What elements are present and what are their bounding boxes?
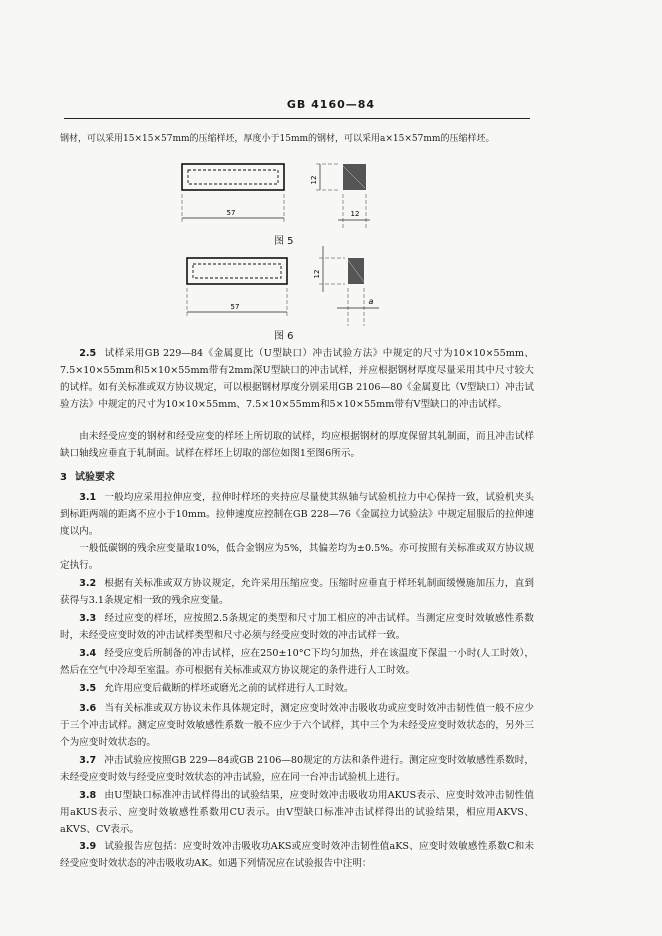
clause-3-1 — [60, 489, 534, 540]
clause-3-5-text: 允许用应变后截断的样坯或磨光之前的试样进行人工时效。 — [104, 683, 354, 694]
clause-3-3 — [60, 610, 534, 644]
clause-3-1-text: 一般均应采用拉伸应变，拉伸时样坯的夹持应尽量使其纵轴与试验机拉力中心保持一致，试验机夹头到标距两端的距离不应小于10mm。拉伸速度应控制在GB 228—76《金属拉力试验法》中规定屈服后的拉伸速度以内。 — [60, 492, 534, 537]
fig5-length-label: 57 — [226, 209, 236, 217]
clause-3-9 — [60, 838, 534, 872]
fig5-width-label: 12 — [350, 210, 360, 218]
fig5-height-label: 12 — [310, 175, 318, 185]
clause-3-5 — [60, 680, 534, 697]
clause-3-4 — [60, 645, 534, 679]
fig6-height-label: 12 — [313, 269, 321, 279]
clause-3-9-number: 3.9 — [79, 841, 97, 852]
clause-3-2-number: 3.2 — [79, 578, 97, 589]
header-rule — [64, 118, 530, 119]
section-3-number: 3 — [60, 472, 67, 483]
page-header: GB 4160—84 — [286, 98, 376, 111]
clause-3-8 — [60, 787, 534, 838]
fig6-width-label: a — [368, 297, 374, 306]
clause-3-2 — [60, 575, 534, 609]
intro-text: 钢材，可以采用15×15×57mm的压缩样坯，厚度小于15mm的钢材，可以采用a×15×57mm的压缩样坯。 — [60, 134, 495, 144]
clause-3-2-text: 根据有关标准或双方协议规定，允许采用压缩应变。压缩时应垂直于样坯轧制面缓慢施加压力，直到获得与3.1条规定相一致的残余应变量。 — [60, 578, 534, 606]
fig5-caption: 图 5 — [274, 236, 294, 247]
clause-3-6 — [60, 700, 534, 751]
clause-3-8-number: 3.8 — [79, 790, 97, 801]
clause-2-5-text: 试样采用GB 229—84《金属夏比（U型缺口）冲击试验方法》中规定的尺寸为10×10×55mm、7.5×10×55mm和5×10×55mm带有2mm深U型缺口的冲击试样，并应根据钢材厚度尽量采用其中尺寸较大的试样。如有关标准或双方协议规定，可以根据钢材厚度分别采用GB 2106—80《金属夏比（V型缺口）冲击试验方法》中规定的尺寸为10×10×55mm、7.5×10×55mm和5×10×55mm带有V型缺口的冲击试样。 — [60, 348, 534, 410]
clause-3-7-number: 3.7 — [79, 755, 97, 766]
fig6-length-label: 57 — [230, 303, 240, 311]
figure-6 — [175, 246, 400, 330]
clause-3-7-text: 冲击试验应按照GB 229—84或GB 2106—80规定的方法和条件进行。测定应变时效敏感性系数时，未经受应变时效与经受应变时效状态的冲击试验，应在同一台冲击试验机上进行。 — [60, 755, 534, 783]
clause-3-4-number: 3.4 — [79, 648, 97, 659]
fig6-bar-inner — [193, 264, 281, 278]
fig5-section — [343, 164, 366, 190]
fig6-bar-outline — [187, 258, 287, 284]
clause-3-3-number: 3.3 — [79, 613, 97, 624]
clause-3-3-text: 经过应变的样坯，应按照2.5条规定的类型和尺寸加工相应的冲击试样。当测定应变时效敏感性系数时，未经受应变时效的冲击试样类型和尺寸必须与经受应变时效的冲击试样一致。 — [60, 613, 534, 641]
fig6-caption: 图 6 — [274, 331, 294, 342]
clause-3-6-number: 3.6 — [79, 703, 97, 714]
fig5-bar-inner — [188, 170, 278, 184]
clause-3-4-text: 经受应变后所制备的冲击试样，应在250±10°C下均匀加热，并在该温度下保温一小时(人工时效），然后在空气中冷却至室温。亦可根据有关标准或双方协议规定的条件进行人工时效。 — [60, 648, 534, 676]
clause-2-5-number: 2.5 — [79, 348, 97, 359]
clause-3-9-text: 试验报告应包括：应变时效冲击吸收功AKS或应变时效冲击韧性值aKS、应变时效敏感性系数C和未经受应变时效状态的冲击吸收功AK。如遇下列情况应在试验报告中注明： — [60, 841, 534, 869]
fig5-bar-outline — [182, 164, 284, 190]
section-3-heading — [60, 468, 115, 483]
section-3-title: 试验要求 — [74, 472, 115, 483]
clause-3-6-text: 当有关标准或双方协议未作具体规定时，测定应变时效冲击吸收功或应变时效冲击韧性值一般不应少于三个冲击试样。测定应变时效敏感性系数一般不应少于六个试样，其中三个为未经受应变时效状态的，另外三个为应变时效状态的。 — [60, 703, 534, 748]
clause-3-5-number: 3.5 — [79, 683, 97, 694]
clause-3-8-text: 由U型缺口标准冲击试样得出的试验结果，应变时效冲击吸收功用AKUS表示、应变时效冲击韧性值用aKUS表示、应变时效敏感性系数用CU表示。由V型缺口标准冲击试样得出的试验结果，相应用AKVS、aKVS、CV表示。 — [60, 790, 534, 835]
clause-2-5-para2: 由未经受应变的钢材和经受应变的样坯上所切取的试样，均应根据钢材的厚度保留其轧制面，而且冲击试样缺口轴线应垂直于轧制面。试样在样坯上切取的部位如图1至图6所示。 — [60, 431, 534, 459]
clause-3-1-para2: 一般低碳钢的残余应变量取10%，低合金钢应为5%，其偏差均为±0.5%。亦可按照有关标准或双方协议规定执行。 — [60, 543, 534, 571]
clause-3-7 — [60, 752, 534, 786]
figure-5 — [170, 152, 400, 230]
clause-2-5 — [60, 345, 534, 413]
clause-3-1-number: 3.1 — [79, 492, 97, 503]
